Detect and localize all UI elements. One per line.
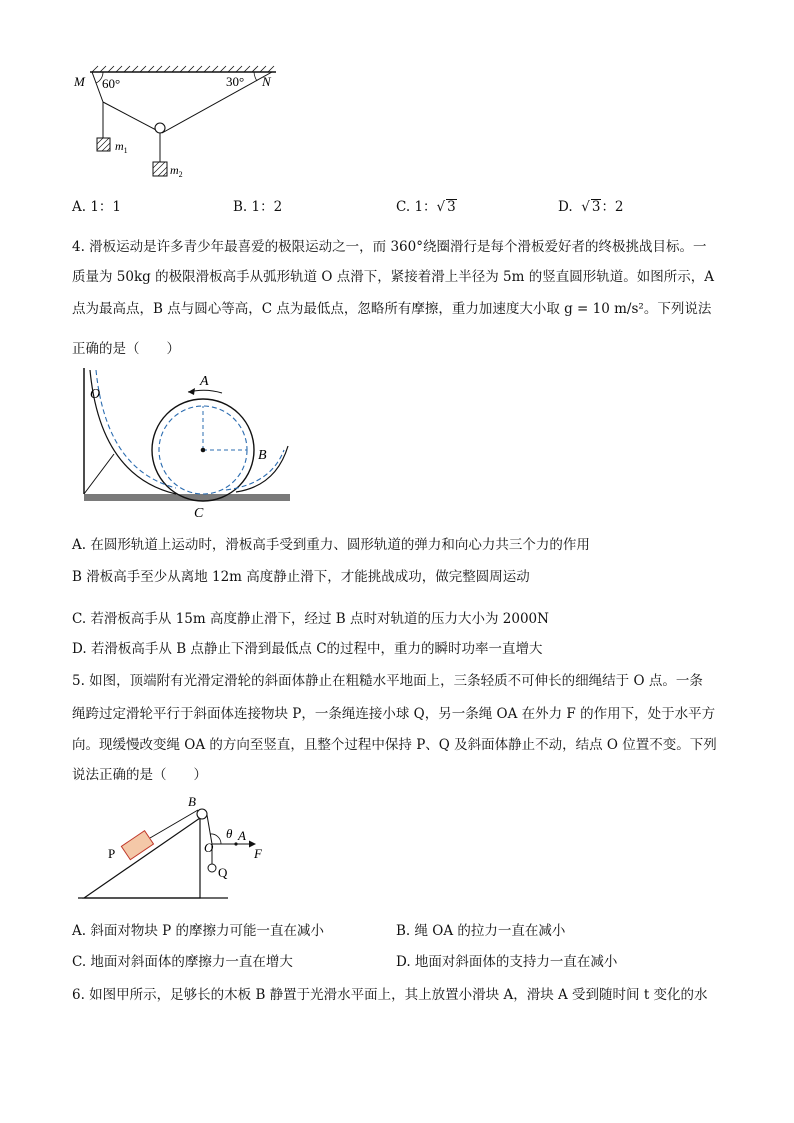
q5-line-2: 绳跨过定滑轮平行于斜面体连接物块 P，一条绳连接小球 Q，另一条绳 OA 在外力 F 的作用下，处于水平方	[72, 706, 716, 722]
pulley-b	[197, 809, 207, 819]
q3-option-b	[233, 198, 282, 216]
label-b: B	[188, 794, 196, 809]
mass-2-block	[153, 162, 167, 176]
option-text: ：2	[601, 199, 624, 215]
option-text: 1：	[414, 199, 437, 215]
q4-option-b: B 滑板高手至少从离地 12m 高度静止滑下，才能挑战成功，做完整圆周运动	[72, 569, 530, 585]
q3-option-c: C. 1：√ 3	[396, 199, 456, 215]
loop-center-dot	[201, 448, 206, 453]
option-text: 1：1	[90, 199, 122, 215]
q4-figure	[76, 366, 296, 520]
q3-option-a	[72, 198, 121, 216]
pulley	[155, 123, 165, 133]
sqrt-value: 3	[447, 199, 456, 215]
incline-body	[84, 818, 200, 898]
sqrt-value: 3	[591, 199, 601, 215]
angle-n-label: 30°	[226, 74, 245, 89]
label-p: P	[108, 846, 116, 861]
q5-line-4: 说法正确的是（ ）	[72, 767, 207, 783]
q3-figure	[70, 62, 300, 188]
label-theta: θ	[226, 826, 233, 841]
q5-option-a: A. 斜面对物块 P 的摩擦力可能一直在减小	[72, 923, 324, 939]
q4-option-c: C. 若滑板高手从 15m 高度静止滑下，经过 B 点时对轨道的压力大小为 2000N	[72, 611, 549, 627]
label-m: M	[74, 74, 85, 89]
q5-line-1: 5. 如图，顶端附有光滑定滑轮的斜面体静止在粗糙水平地面上，三条轻质不可伸长的细绳结于 O 点。一条	[72, 673, 703, 689]
q4-option-a: A. 在圆形轨道上运动时，滑板高手受到重力、圆形轨道的弹力和向心力共三个力的作用	[72, 537, 590, 553]
label-a: A	[238, 828, 246, 843]
q4-line-3: 点为最高点，B 点与圆心等高，C 点为最低点，忽略所有摩擦，重力加速度大小取 g = 10 m/s²。下列说法	[72, 301, 712, 317]
label-q: Q	[218, 865, 228, 880]
mass-2-label: $m_2$	[170, 163, 183, 179]
direction-arrowhead	[188, 388, 195, 395]
q4-option-d: D. 若滑板高手从 B 点静止下滑到最低点 C的过程中，重力的瞬时功率一直增大	[72, 641, 543, 657]
mass-1-block	[97, 138, 110, 151]
mass-1-label: $m_1$	[115, 139, 128, 155]
q5-option-d: D. 地面对斜面体的支持力一直在减小	[396, 954, 618, 970]
q6-line-1: 6. 如图甲所示，足够长的木板 B 静置于光滑水平面上，其上放置小滑块 A，滑块 A 受到随时间 t 变化的水	[72, 987, 708, 1003]
option-letter: C.	[396, 199, 411, 215]
label-f: F	[254, 846, 262, 861]
support-brace	[84, 454, 114, 494]
label-a: A	[200, 374, 209, 389]
label-o: O	[204, 840, 214, 855]
q5-line-3: 向。现缓慢改变绳 OA 的方向至竖直，且整个过程中保持 P、Q 及斜面体静止不动，结点 O 位置不变。下列	[72, 737, 717, 753]
q5-option-c: C. 地面对斜面体的摩擦力一直在增大	[72, 954, 293, 970]
label-b: B	[258, 448, 267, 463]
rope-to-pulley	[103, 102, 158, 131]
q3-option-d: D. √ 3：2	[558, 199, 624, 215]
q4-line-4: 正确的是（ ）	[72, 341, 180, 357]
q4-line-2: 质量为 50kg 的极限滑板高手从弧形轨道 O 点滑下，紧接着滑上半径为 5m 的竖直圆形轨道。如图所示，A	[72, 269, 714, 285]
floor	[84, 494, 290, 501]
label-c: C	[194, 506, 204, 520]
q5-figure	[76, 794, 276, 906]
option-letter: D.	[558, 199, 573, 215]
angle-m-label: 60°	[102, 76, 121, 91]
label-n: N	[262, 74, 271, 89]
option-letter: B.	[233, 199, 248, 215]
ball-q	[208, 864, 216, 872]
q5-option-b: B. 绳 OA 的拉力一直在减小	[396, 923, 566, 939]
option-letter: A.	[72, 199, 87, 215]
option-text: 1：2	[251, 199, 283, 215]
label-o: O	[90, 387, 101, 402]
ceiling-hatch	[92, 66, 274, 72]
q4-line-1: 4. 滑板运动是许多青少年最喜爱的极限运动之一，而 360°绕圈滑行是每个滑板爱好者的终极挑战目标。一	[72, 239, 707, 255]
angle-arc-n	[254, 72, 257, 81]
rope-pulley-n	[162, 72, 272, 133]
